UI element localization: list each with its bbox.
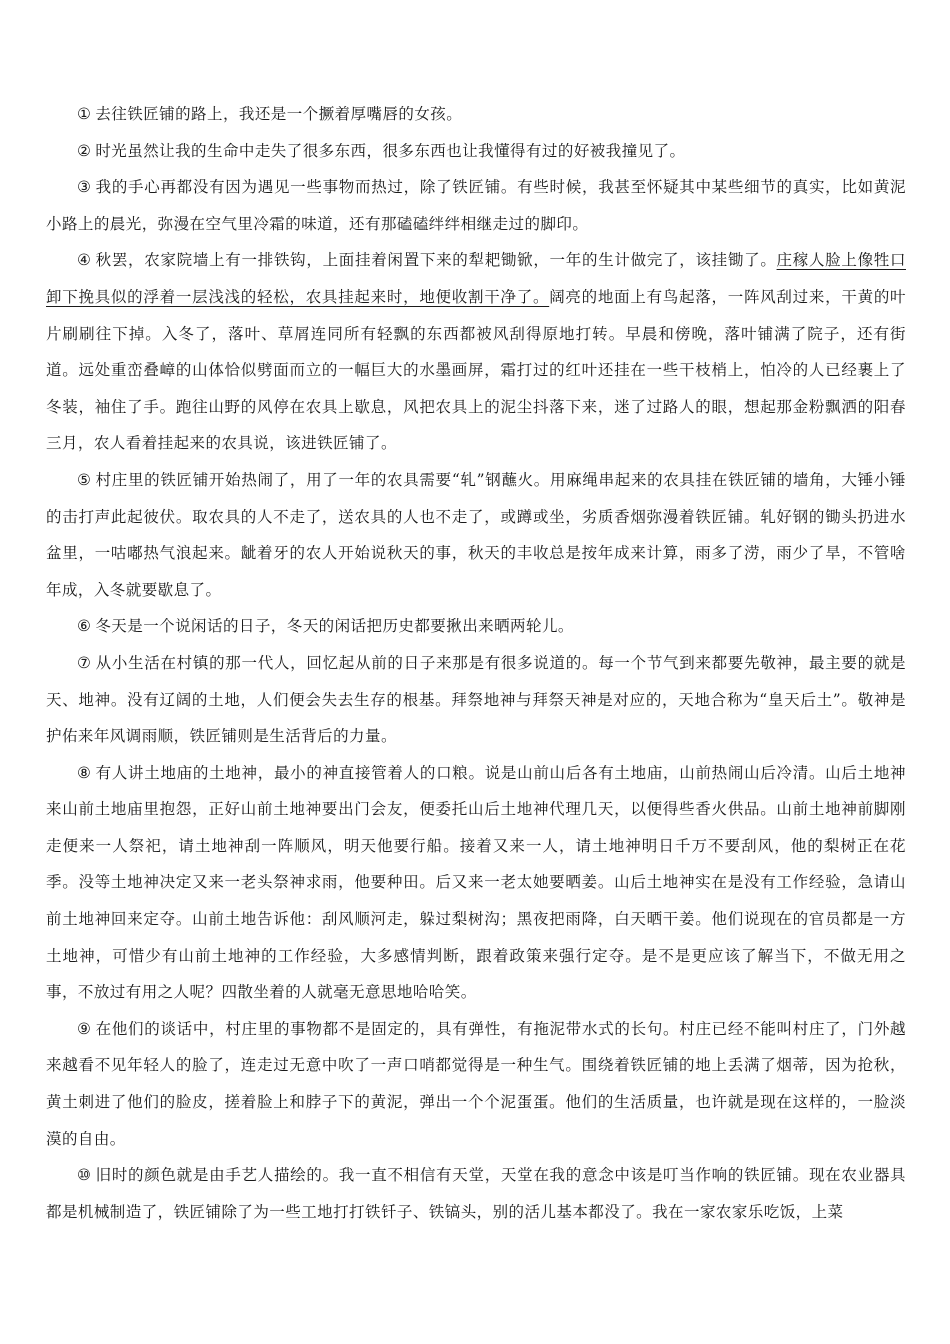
paragraph-number: ⑤ bbox=[77, 470, 92, 489]
paragraph-number: ④ bbox=[77, 251, 92, 270]
paragraph-number: ② bbox=[77, 141, 92, 160]
paragraph-text: 去往铁匠铺的路上，我还是一个撅着厚嘴唇的女孩。 bbox=[95, 105, 463, 123]
paragraph-text: 冬天是一个说闲话的日子，冬天的闲话把历史都要揪出来晒两轮儿。 bbox=[95, 617, 574, 636]
paragraph-number: ① bbox=[77, 105, 92, 123]
paragraph-3 bbox=[46, 169, 906, 242]
paragraph-text: 旧时的颜色就是由手艺人描绘的。我一直不相信有天堂，天堂在我的意念中该是叮当作响的铁匠铺。现在农业器具都是机械制造了，铁匠铺除了为一些工地打打铁钎子、铁镐头，别的活儿基本都没了。我在一家农家乐吃饭，上菜 bbox=[46, 1166, 906, 1221]
paragraph-10 bbox=[46, 1157, 906, 1230]
paragraph-text: 秋罢，农家院墙上有一排铁钩，上面挂着闲置下来的犁耙锄锨，一年的生计做完了，该挂锄了。 bbox=[95, 251, 777, 270]
paragraph-9 bbox=[46, 1011, 906, 1157]
paragraph-1 bbox=[46, 96, 906, 133]
paragraph-7 bbox=[46, 645, 906, 755]
paragraph-text: 时光虽然让我的生命中走失了很多东西，很多东西也让我懂得有过的好被我撞见了。 bbox=[95, 141, 686, 160]
paragraph-text: 从小生活在村镇的那一代人，回忆起从前的日子来那是有很多说道的。每一个节气到来都要先敬神，最主要的就是天、地神。没有辽阔的土地，人们便会失去生存的根基。拜祭地神与拜祭天神是对应的，天地合称为“皇天后土”。敬神是护佑来年风调雨顺，铁匠铺则是生活背后的力量。 bbox=[46, 653, 906, 746]
paragraph-6 bbox=[46, 608, 906, 645]
paragraph-number: ⑦ bbox=[77, 653, 92, 672]
paragraph-2 bbox=[46, 133, 906, 170]
paragraph-4 bbox=[46, 242, 906, 462]
article-body bbox=[46, 96, 906, 1230]
paragraph-text: 村庄里的铁匠铺开始热闹了，用了一年的农具需要“轧”钢蘸火。用麻绳串起来的农具挂在铁匠铺的墙角，大锤小锤的击打声此起彼伏。取农具的人不走了，送农具的人也不走了，或蹲或坐，劣质香烟弥漫着铁匠铺。轧好钢的锄头扔进水盆里，一咕嘟热气浪起来。龇着牙的农人开始说秋天的事，秋天的丰收总是按年成来计算，雨多了涝，雨少了旱，不管啥年成，入冬就要歇息了。 bbox=[46, 470, 906, 599]
paragraph-number: ⑩ bbox=[77, 1166, 92, 1185]
paragraph-5 bbox=[46, 462, 906, 608]
paragraph-text: 有人讲土地庙的土地神，最小的神直接管着人的口粮。说是山前山后各有土地庙，山前热闹山后冷清。山后土地神来山前土地庙里抱怨，正好山前土地神要出门会友，便委托山后土地神代理几天，以便得些香火供品。山前土地神前脚刚走便来一人祭祀，请土地神刮一阵顺风，明天他要行船。接着又来一人，请土地神明日千万不要刮风，他的梨树正在花季。没等土地神决定又来一老头祭神求雨，他要种田。后又来一老太她要晒姜。山后土地神实在是没有工作经验，急请山前土地神回来定夺。山前土地告诉他：刮风顺河走，躲过梨树沟；黑夜把雨降，白天晒干姜。他们说现在的官员都是一方土地神，可惜少有山前土地神的工作经验，大多感情判断，跟着政策来强行定夺。是不是更应该了解当下，不做无用之事，不放过有用之人呢？四散坐着的人就毫无意思地哈哈笑。 bbox=[46, 763, 906, 1002]
paragraph-number: ③ bbox=[77, 178, 92, 197]
paragraph-8 bbox=[46, 755, 906, 1011]
underlined-sentence: 庄稼人脸上像牲口卸下挽具似的浮着一层浅浅的轻松，农具挂起来时，地便收割干净了。 bbox=[46, 251, 906, 306]
paragraph-text-continued: 阔亮的地面上有鸟起落，一阵风刮过来，干黄的叶片刷刷往下掉。入冬了，落叶、草屑连同所有轻飘的东西都被风刮得原地打转。早晨和傍晚，落叶铺满了院子，还有街道。远处重峦叠嶂的山体恰似劈面而立的一幅巨大的水墨画屏，霜打过的红叶还挂在一些干枝梢上，怕冷的人已经裹上了冬装，袖住了手。跑往山野的风停在农具上歇息，风把农具上的泥尘抖落下来，迷了过路人的眼，想起那金粉飘洒的阳春三月，农人看着挂起来的农具说，该进铁匠铺了。 bbox=[46, 287, 907, 453]
paragraph-text: 我的手心再都没有因为遇见一些事物而热过，除了铁匠铺。有些时候，我甚至怀疑其中某些细节的真实，比如黄泥小路上的晨光，弥漫在空气里冷霜的味道，还有那磕磕绊绊相继走过的脚印。 bbox=[46, 178, 906, 233]
paragraph-number: ⑥ bbox=[77, 617, 92, 636]
paragraph-number: ⑨ bbox=[77, 1019, 92, 1038]
paragraph-text: 在他们的谈话中，村庄里的事物都不是固定的，具有弹性，有拖泥带水式的长句。村庄已经不能叫村庄了，门外越来越看不见年轻人的脸了，连走过无意中吹了一声口哨都觉得是一种生气。围绕着铁匠铺的地上丢满了烟蒂，因为抢秋，黄土刺进了他们的脸皮，搓着脸上和脖子下的黄泥，弹出一个个泥蛋蛋。他们的生活质量，也许就是现在这样的，一脸淡漠的自由。 bbox=[46, 1019, 906, 1148]
paragraph-number: ⑧ bbox=[77, 763, 92, 782]
